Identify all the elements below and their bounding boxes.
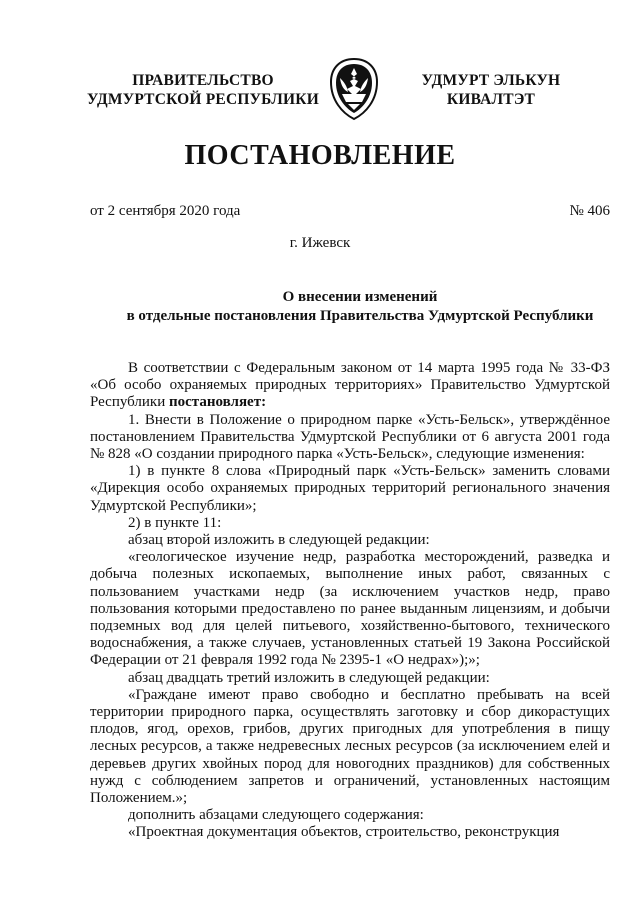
document-city: г. Ижевск: [289, 235, 351, 251]
document-body: [90, 360, 610, 842]
paragraph-intro: [90, 360, 610, 412]
paragraph-8: дополнить абзацами следующего содержания:: [128, 807, 424, 824]
paragraph-2: 1) в пункте 8 слова «Природный парк «Усть-Бельск» заменить словами «Дирекция особо охраняемых природных территорий регионального значения Удмуртской Республики»;: [90, 463, 610, 514]
paragraph-7: «Граждане имеют право свободно и бесплатно пребывать на всей территории природного парка, осуществлять заготовку и сбор дикорастущих плодов, ягод, орехов, грибов, других пригодных для употребления в пищу лесных ресурсов, а также недревесных лесных ресурсов (за исключением елей и деревьев других хвойных пород для новогодних праздников) для собственных нужд с соблюдением запретов и ограничений, установленных настоящим Положением.»;: [90, 686, 610, 807]
header-left-line-2: УДМУРТСКОЙ РЕСПУБЛИКИ: [87, 91, 319, 108]
document-subject: [60, 288, 640, 326]
document-number: № 406: [569, 203, 610, 219]
paragraph-6: абзац двадцать третий изложить в следующей редакции:: [128, 669, 490, 686]
subject-line-1: О внесении изменений: [282, 289, 438, 305]
paragraph-1: 1. Внести в Положение о природном парке «Усть-Бельск», утверждённое постановлением Правительства Удмуртской Республики от 6 августа 2001 года № 828 «О создании природного парка «Усть-Бельск», следующие изменения:: [90, 411, 610, 463]
document-title: ПОСТАНОВЛЕНИЕ: [184, 140, 456, 171]
intro-keyword: постановляет: [169, 394, 262, 411]
udmurt-coat-of-arms-icon: [328, 56, 380, 122]
subject-line-2: в отдельные постановления Правительства Удмуртской Республики: [126, 308, 594, 324]
paragraph-4: абзац второй изложить в следующей редакции:: [128, 532, 430, 549]
document-date: от 2 сентября 2020 года: [90, 203, 241, 219]
header-right-government-udmurt: [410, 71, 572, 109]
header-right-line-1: УДМУРТ ЭЛЬКУН: [421, 72, 561, 89]
intro-text: В соответствии с Федеральным законом от 14 марта 1995 года № 33-ФЗ «Об особо охраняемых природных территориях» Правительство Удмуртской Республики: [90, 360, 610, 411]
paragraph-5: «геологическое изучение недр, разработка месторождений, разведка и добыча полезных ископаемых, выполнение иных работ, связанных с пользованием участками недр (за исключением участков недр, право пользования которыми предоставлено по ранее выданным лицензиям, и добычи подземных вод для целей питьевого, хозяйственно-бытового, технического водоснабжения, а также случаев, установленных статьей 19 Закона Российской Федерации от 21 февраля 1992 года № 2395-1 «О недрах»);»;: [90, 549, 610, 669]
intro-colon: :: [261, 394, 267, 411]
header-left-government: [78, 71, 328, 109]
header-left-line-1: ПРАВИТЕЛЬСТВО: [132, 72, 274, 89]
paragraph-9: «Проектная документация объектов, строительство, реконструкция: [128, 824, 560, 841]
paragraph-3: 2) в пункте 11:: [128, 514, 222, 531]
header-right-line-2: КИВАЛТЭТ: [446, 91, 536, 108]
